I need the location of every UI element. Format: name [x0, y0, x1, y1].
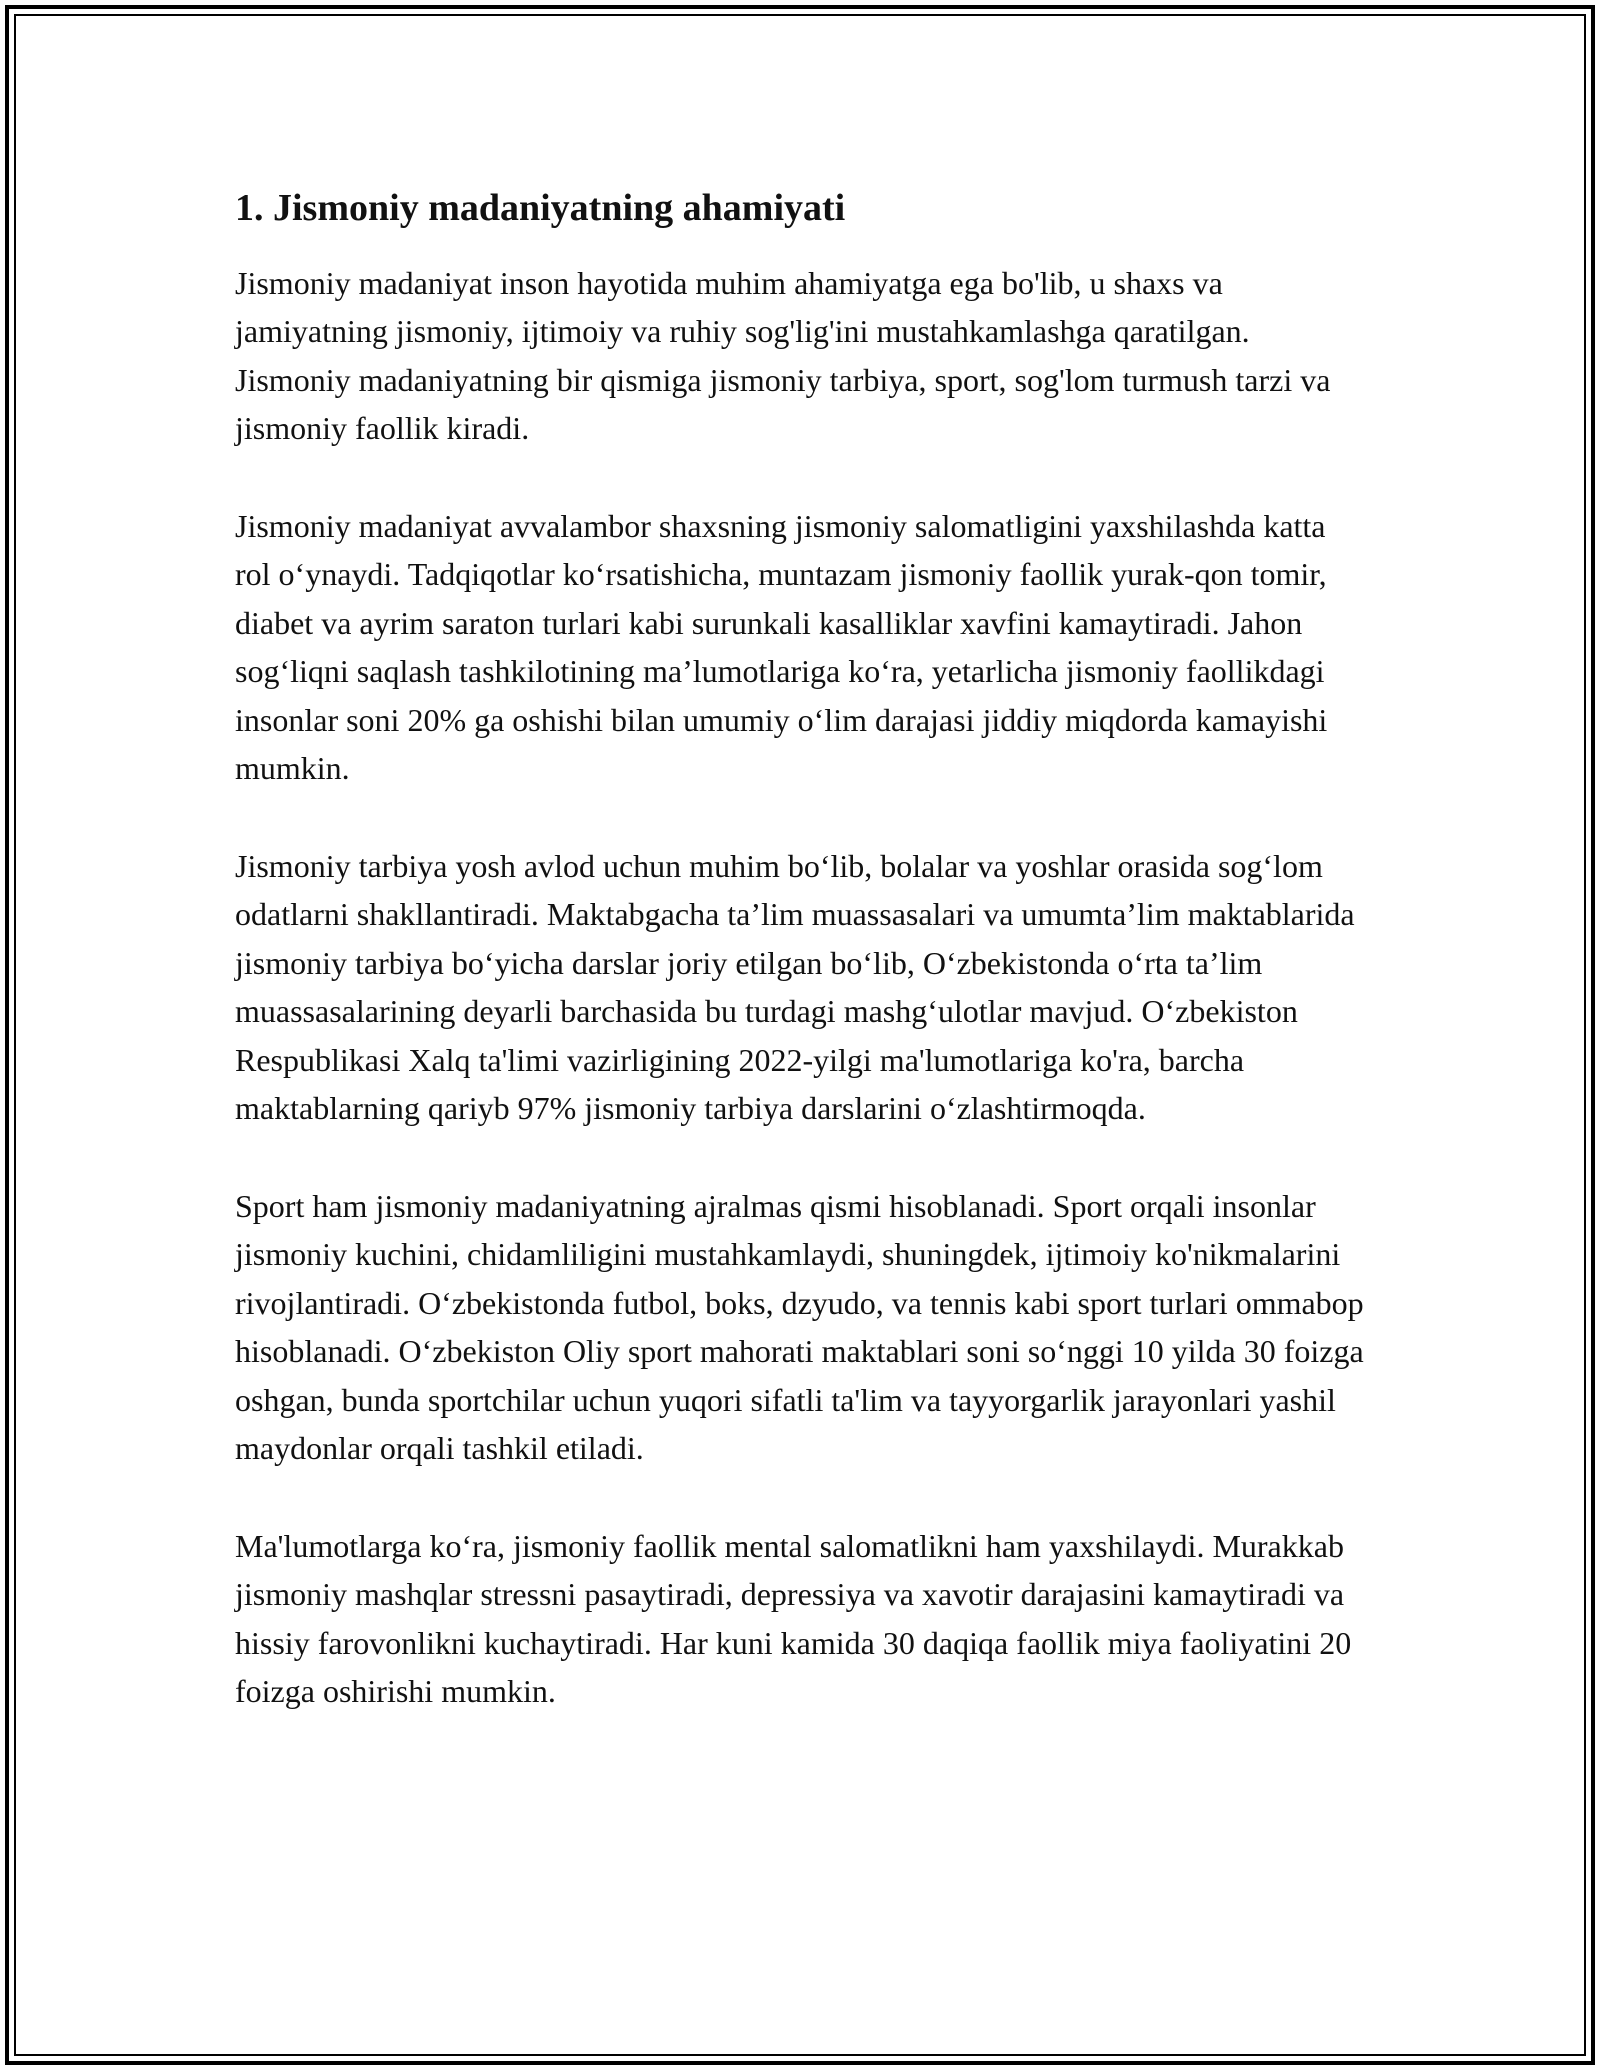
section-heading: 1. Jismoniy madaniyatning ahamiyati: [235, 187, 846, 229]
paragraph-health: Jismoniy madaniyat avvalambor shaxsning jismoniy salomatligini yaxshilashda katta rol oʻynaydi. Tadqiqotlar koʻrsatishicha, muntazam jismoniy faollik yurak-qon tomir, diabet va ayrim saraton turlari kabi surunkali kasalliklar xavfini kamaytiradi. Jahon sogʻliqni saqlash tashkilotining maʼlumotlariga koʻra, yetarlicha jismoniy faollikdagi insonlar soni 20% ga oshishi bilan umumiy oʻlim darajasi jiddiy miqdorda kamayishi mumkin.: [235, 507, 1328, 786]
paragraph-education: Jismoniy tarbiya yosh avlod uchun muhim boʻlib, bolalar va yoshlar orasida sogʻlom odatlarni shakllantiradi. Maktabgacha taʼlim muassasalari va umumtaʼlim maktablarida jismoniy tarbiya boʻyicha darslar joriy etilgan boʻlib, Oʻzbekistonda oʻrta taʼlim muassasalarining deyarli barchasida bu turdagi mashgʻulotlar mavjud. Oʻzbekiston Respublikasi Xalq ta'limi vazirligining 2022-yilgi ma'lumotlariga ko'ra, barcha maktablarning qariyb 97% jismoniy tarbiya darslarini oʻzlashtirmoqda.: [235, 847, 1355, 1126]
document-page: [235, 185, 1365, 1765]
paragraph-mental-health: Ma'lumotlarga koʻra, jismoniy faollik mental salomatlikni ham yaxshilaydi. Murakkab jismoniy mashqlar stressni pasaytiradi, depressiya va xavotir darajasini kamaytiradi va hissiy farovonlikni kuchaytiradi. Har kuni kamida 30 daqiqa faollik miya faoliyatini 20 foizga oshirishi mumkin.: [235, 1527, 1352, 1709]
paragraph-intro: Jismoniy madaniyat inson hayotida muhim ahamiyatga ega bo'lib, u shaxs va jamiyatning jismoniy, ijtimoiy va ruhiy sog'lig'ini mustahkamlashga qaratilgan. Jismoniy madaniyatning bir qismiga jismoniy tarbiya, sport, sog'lom turmush tarzi va jismoniy faollik kiradi.: [235, 264, 1331, 446]
paragraph-sport: Sport ham jismoniy madaniyatning ajralmas qismi hisoblanadi. Sport orqali insonlar jismoniy kuchini, chidamliligini mustahkamlaydi, shuningdek, ijtimoiy ko'nikmalarini rivojlantiradi. Oʻzbekistonda futbol, boks, dzyudo, va tennis kabi sport turlari ommabop hisoblanadi. Oʻzbekiston Oliy sport mahorati maktablari soni soʻnggi 10 yilda 30 foizga oshgan, bunda sportchilar uchun yuqori sifatli ta'lim va tayyorgarlik jarayonlari yashil maydonlar orqali tashkil etiladi.: [235, 1187, 1364, 1466]
